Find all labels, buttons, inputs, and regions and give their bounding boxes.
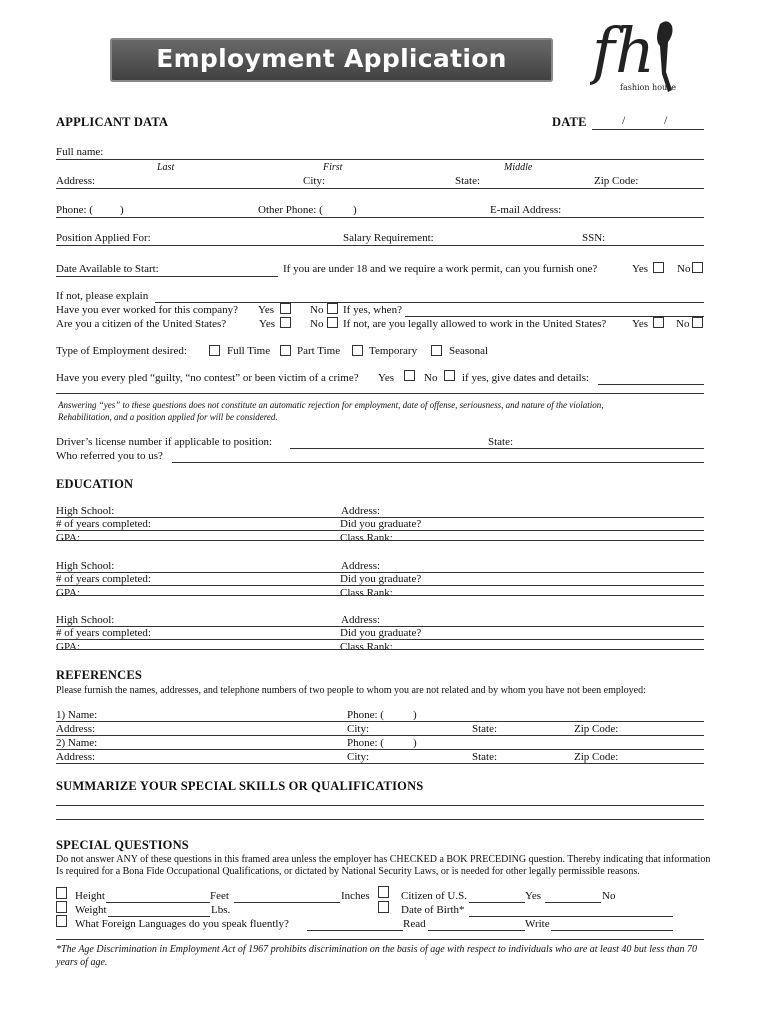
date-label: DATE bbox=[552, 115, 587, 129]
citizen-us-checkbox[interactable] bbox=[378, 886, 389, 898]
weight-field[interactable] bbox=[108, 916, 210, 917]
referred-label: Who referred you to us? bbox=[56, 450, 163, 462]
yes-label: Yes bbox=[378, 372, 395, 384]
under-18-no-checkbox[interactable] bbox=[692, 262, 703, 273]
dob-checkbox[interactable] bbox=[378, 901, 389, 913]
fashion-house-logo bbox=[590, 14, 690, 96]
worked-before-yes-checkbox[interactable] bbox=[280, 303, 291, 314]
weight-checkbox[interactable] bbox=[56, 901, 67, 913]
weight-label: Weight bbox=[75, 904, 107, 916]
legally-allowed-yes-checkbox[interactable] bbox=[653, 317, 664, 328]
languages-checkbox[interactable] bbox=[56, 915, 67, 927]
legally-allowed-question: If not, are you legally allowed to work in the United States? bbox=[343, 318, 607, 330]
gpa-field[interactable] bbox=[56, 595, 704, 596]
citizen-yes-label: Yes bbox=[525, 890, 542, 902]
disclaimer-line-1: Answering “yes” to these questions does not constitute an automatic rejection for employment, date of offense, seriousness, and nature of the violation, bbox=[58, 400, 604, 410]
legally-allowed-no-checkbox[interactable] bbox=[692, 317, 703, 328]
citizen-yes-field[interactable] bbox=[469, 902, 525, 903]
drivers-license-label: Driver’s license number if applicable to position: bbox=[56, 436, 273, 448]
yes-label: Yes bbox=[632, 263, 649, 275]
address-field[interactable] bbox=[56, 188, 704, 189]
no-label: No bbox=[310, 304, 324, 316]
gpa-field[interactable] bbox=[56, 649, 704, 650]
first-name-caption: First bbox=[323, 162, 343, 173]
yes-label: Yes bbox=[632, 318, 649, 330]
if-yes-when-label: If yes, when? bbox=[343, 304, 402, 316]
full-name-field[interactable] bbox=[56, 159, 704, 160]
page-title: Employment Application bbox=[156, 44, 507, 73]
part-time-checkbox[interactable] bbox=[280, 345, 291, 356]
crime-yes-checkbox[interactable] bbox=[404, 370, 415, 381]
references-heading: REFERENCES bbox=[56, 668, 143, 682]
part-time-label: Part Time bbox=[297, 345, 341, 357]
ref2-name-field[interactable] bbox=[56, 749, 704, 750]
crime-no-checkbox[interactable] bbox=[444, 370, 455, 381]
gpa-label: GPA: bbox=[56, 532, 81, 544]
dob-field[interactable] bbox=[469, 916, 673, 917]
lbs-label: Lbs. bbox=[211, 904, 231, 916]
write-field[interactable] bbox=[551, 930, 673, 931]
ref1-name-label: 1) Name: bbox=[56, 709, 98, 721]
yes-label: Yes bbox=[259, 318, 276, 330]
last-name-caption: Last bbox=[157, 162, 175, 173]
disclaimer-line-2: Rehabilitation, and a position applied for will be considered. bbox=[58, 412, 278, 422]
ref1-address-field[interactable] bbox=[56, 735, 704, 736]
date-available-label: Date Available to Start: bbox=[56, 263, 159, 275]
citizen-question: Are you a citizen of the United States? bbox=[56, 318, 227, 330]
height-label: Height bbox=[75, 890, 105, 902]
write-label: Write bbox=[525, 918, 550, 930]
did-graduate-label: Did you graduate? bbox=[340, 627, 422, 639]
referred-field[interactable] bbox=[172, 462, 704, 463]
date-separator: / bbox=[622, 113, 626, 127]
drivers-license-field[interactable] bbox=[290, 448, 704, 449]
citizen-no-label: No bbox=[602, 890, 616, 902]
gpa-field[interactable] bbox=[56, 540, 704, 541]
title-banner bbox=[110, 38, 553, 82]
references-intro: Please furnish the names, addresses, and telephone numbers of two people to whom you are not related and by whom you have not been employed: bbox=[56, 685, 646, 696]
middle-name-caption: Middle bbox=[504, 162, 533, 173]
if-yes-dates-label: if yes, give dates and details: bbox=[462, 372, 590, 384]
date-field[interactable] bbox=[592, 129, 704, 130]
worked-before-question: Have you ever worked for this company? bbox=[56, 304, 239, 316]
under-18-question: If you are under 18 and we require a work permit, can you furnish one? bbox=[283, 263, 598, 275]
years-completed-label: # of years completed: bbox=[56, 518, 151, 530]
ref2-state-label: State: bbox=[472, 751, 498, 763]
seasonal-checkbox[interactable] bbox=[431, 345, 442, 356]
skills-field-line-2[interactable] bbox=[56, 819, 704, 820]
yes-label: Yes bbox=[258, 304, 275, 316]
full-name-label: Full name: bbox=[56, 146, 104, 158]
high-school-label: High School: bbox=[56, 614, 115, 626]
ref2-name-label: 2) Name: bbox=[56, 737, 98, 749]
years-completed-label: # of years completed: bbox=[56, 627, 151, 639]
gpa-label: GPA: bbox=[56, 641, 81, 653]
no-label: No bbox=[424, 372, 438, 384]
high-school-label: High School: bbox=[56, 560, 115, 572]
date-separator: / bbox=[664, 113, 668, 127]
years-field[interactable] bbox=[56, 585, 704, 586]
phone-label: Phone: ( bbox=[56, 204, 93, 216]
ref2-city-label: City: bbox=[347, 751, 370, 763]
class-rank-label: Class Rank: bbox=[340, 532, 393, 544]
ref1-phone-label: Phone: ( bbox=[347, 709, 384, 721]
ref2-phone-paren: ) bbox=[413, 737, 417, 749]
other-phone-label: Other Phone: ( bbox=[258, 204, 323, 216]
phone-field[interactable] bbox=[56, 217, 704, 218]
citizen-no-checkbox[interactable] bbox=[327, 317, 338, 328]
svg-text:fh: fh bbox=[592, 14, 655, 87]
special-intro-line-2: Is required for a Bona Fide Occupational Qualifications, or dictated by National Security Laws, or is needed for other legally permissible reasons. bbox=[56, 866, 640, 877]
ref2-address-label: Address: bbox=[56, 751, 96, 763]
dl-state-label: State: bbox=[488, 436, 514, 448]
years-completed-label: # of years completed: bbox=[56, 573, 151, 585]
school-address-label: Address: bbox=[341, 614, 381, 626]
employment-type-label: Type of Employment desired: bbox=[56, 345, 187, 357]
other-phone-paren: ) bbox=[353, 204, 357, 216]
class-rank-label: Class Rank: bbox=[340, 587, 393, 599]
class-rank-label: Class Rank: bbox=[340, 641, 393, 653]
salary-label: Salary Requirement: bbox=[343, 232, 434, 244]
ssn-label: SSN: bbox=[582, 232, 606, 244]
skills-heading: SUMMARIZE YOUR SPECIAL SKILLS OR QUALIFICATIONS bbox=[56, 779, 424, 793]
phone-paren: ) bbox=[120, 204, 124, 216]
seasonal-label: Seasonal bbox=[449, 345, 489, 357]
special-questions-heading: SPECIAL QUESTIONS bbox=[56, 838, 189, 852]
ref1-name-field[interactable] bbox=[56, 721, 704, 722]
ref2-address-field[interactable] bbox=[56, 763, 704, 764]
ref2-zip-label: Zip Code: bbox=[574, 751, 619, 763]
temporary-checkbox[interactable] bbox=[352, 345, 363, 356]
full-time-checkbox[interactable] bbox=[209, 345, 220, 356]
school-address-label: Address: bbox=[341, 505, 381, 517]
age-footnote-line-1: *The Age Discrimination in Employment Act of 1967 prohibits discrimination on the basis of age with respect to individuals who are at least 40 but less than 70 bbox=[56, 944, 697, 955]
gpa-label: GPA: bbox=[56, 587, 81, 599]
footnote-rule bbox=[56, 939, 704, 940]
did-graduate-label: Did you graduate? bbox=[340, 518, 422, 530]
state-label: State: bbox=[455, 175, 481, 187]
ref1-address-label: Address: bbox=[56, 723, 96, 735]
feet-label: Feet bbox=[210, 890, 229, 902]
school-address-label: Address: bbox=[341, 560, 381, 572]
no-label: No bbox=[677, 263, 691, 275]
ref2-phone-label: Phone: ( bbox=[347, 737, 384, 749]
worked-before-no-checkbox[interactable] bbox=[327, 303, 338, 314]
no-label: No bbox=[676, 318, 690, 330]
years-field[interactable] bbox=[56, 530, 704, 531]
logo-caption: fashion house bbox=[620, 83, 677, 92]
zip-label: Zip Code: bbox=[594, 175, 639, 187]
temporary-label: Temporary bbox=[369, 345, 418, 357]
dob-label: Date of Birth* bbox=[401, 904, 465, 916]
ref1-zip-label: Zip Code: bbox=[574, 723, 619, 735]
ref1-city-label: City: bbox=[347, 723, 370, 735]
years-field[interactable] bbox=[56, 639, 704, 640]
position-label: Position Applied For: bbox=[56, 232, 151, 244]
if-not-explain-label: If not, please explain bbox=[56, 290, 149, 302]
inches-label: Inches bbox=[341, 890, 370, 902]
special-intro-line-1: Do not answer ANY of these questions in this framed area unless the employer has CHECKED a BOK PRECEDING question. Thereby indicating that information bbox=[56, 854, 711, 865]
skills-field-line-1[interactable] bbox=[56, 805, 704, 806]
full-time-label: Full Time bbox=[227, 345, 271, 357]
no-label: No bbox=[310, 318, 324, 330]
age-footnote-line-2: years of age. bbox=[56, 957, 108, 968]
applicant-data-heading: APPLICANT DATA bbox=[56, 115, 169, 129]
under-18-yes-checkbox[interactable] bbox=[653, 262, 664, 273]
education-heading: EDUCATION bbox=[56, 477, 134, 491]
read-label: Read bbox=[403, 918, 426, 930]
read-field[interactable] bbox=[428, 930, 525, 931]
city-label: City: bbox=[303, 175, 326, 187]
email-label: E-mail Address: bbox=[490, 204, 562, 216]
ref1-phone-paren: ) bbox=[413, 709, 417, 721]
height-checkbox[interactable] bbox=[56, 887, 67, 899]
citizen-us-label: Citizen of U.S. bbox=[401, 890, 467, 902]
citizen-yes-checkbox[interactable] bbox=[280, 317, 291, 328]
high-school-label: High School: bbox=[56, 505, 115, 517]
address-label: Address: bbox=[56, 175, 96, 187]
if-not-explain-field[interactable] bbox=[155, 302, 704, 303]
ref1-state-label: State: bbox=[472, 723, 498, 735]
date-available-field[interactable] bbox=[56, 276, 278, 277]
position-field[interactable] bbox=[56, 245, 704, 246]
disclaimer-top-rule bbox=[56, 393, 704, 394]
height-inches-field[interactable] bbox=[234, 902, 340, 903]
height-feet-field[interactable] bbox=[106, 902, 210, 903]
citizen-no-field[interactable] bbox=[545, 902, 601, 903]
did-graduate-label: Did you graduate? bbox=[340, 573, 422, 585]
languages-label: What Foreign Languages do you speak fluently? bbox=[75, 918, 289, 930]
crime-details-field[interactable] bbox=[598, 384, 704, 385]
languages-field[interactable] bbox=[307, 930, 403, 931]
crime-question: Have you every pled “guilty, “no contest” or been victim of a crime? bbox=[56, 372, 359, 384]
